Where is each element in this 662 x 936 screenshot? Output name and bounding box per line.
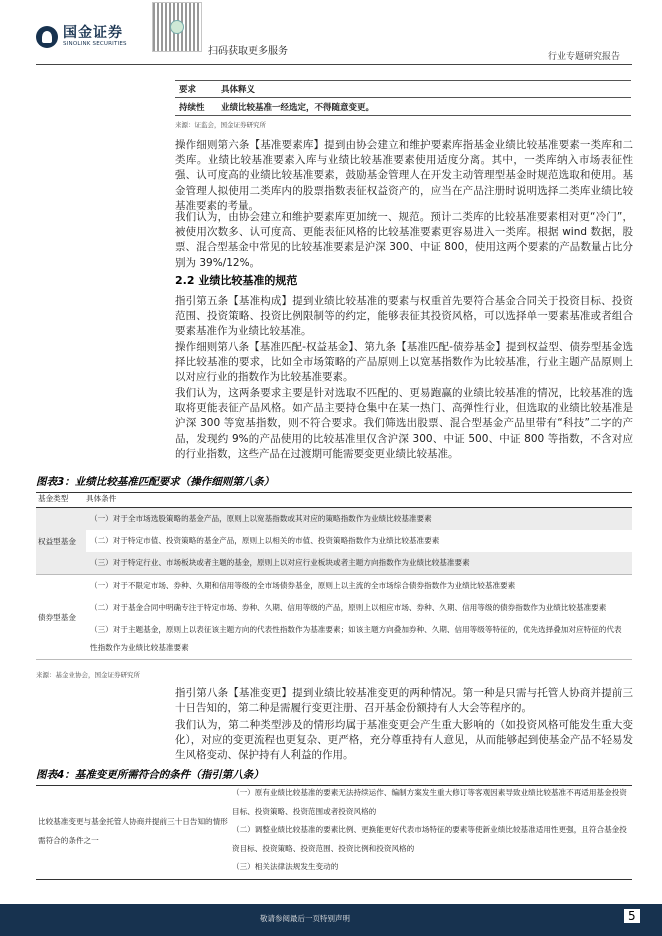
figure-4-table xyxy=(36,783,632,880)
qr-center-logo-icon xyxy=(170,20,184,34)
req-head-col1: 要求 xyxy=(179,85,197,95)
paragraph-1: 操作细则第六条【基准要素库】提到由协会建立和维护要素库指基金业绩比较基准要素一类库和二类库。业绩比较基准要素入库与业绩比较基准要素使用适度分离。其中，一类库纳入市场表征性强、认可度高的业绩比较基准要素，鼓励基金管理人在开发主动管理型基金时规范选取和使用。基金管理人拟使用二类库内的股票指数表征权益资产的，应当在产品注册时说明选择二类库业绩比较基准要素的考量。 xyxy=(175,139,633,212)
req-row-col1: 持续性 xyxy=(179,102,205,113)
paragraph-6: 指引第八条【基准变更】提到业绩比较基准变更的两种情况。第一种是只需与托管人协商并提前三十日告知的，第二种是需履行变更注册、召开基金份额持有人大会等程序的。 xyxy=(175,687,633,715)
paragraph-2: 我们认为，由协会建立和维护要素库更加统一、规范。预计二类库的比较基准要素相对更“冷门”，被使用次数多、认可度高、更能表征风格的比较基准要素更容易进入一类库。根据 wind 数据，股票、混合型基金中常见的比较基准要素是沪深 300、中证 800，使用这两个要素的产品数量占比分别为 39%/12%。 xyxy=(175,211,633,269)
logo-name-cn: 国金证券 xyxy=(63,25,123,41)
fig3-head-type: 基金类型 xyxy=(38,494,69,503)
page-number: 5 xyxy=(624,909,640,923)
fig3-group-equity xyxy=(36,508,632,575)
fig4-left-cell: 比较基准变更与基金托管人协商并提前三十日告知的情形需符合的条件之一 xyxy=(38,817,228,845)
table-row: （二）对于基金合同中明确专注于特定市场、券种、久期、信用等级的产品，原则上以相应市场、券种、久期、信用等级的债券指数作为业绩比较基准要素 xyxy=(90,603,607,612)
report-type: 行业专题研究报告 xyxy=(548,52,621,62)
logo-name-en: SINOLINK SECURITIES xyxy=(63,41,127,47)
paragraph-3: 指引第五条【基准构成】提到业绩比较基准的要素与权重首先要符合基金合同关于投资目标、投资范围、投资策略、投资比例限制等的约定，能够表征其投资风格，可以选择单一要素基准或者组合要素基准作为业绩比较基准。 xyxy=(175,295,633,338)
source-note-2: 来源：基金业协会，国金证券研究所 xyxy=(36,671,140,679)
section-title: 2.2 业绩比较基准的规范 xyxy=(175,274,298,287)
table-row: （三）相关法律法规发生变动的 xyxy=(232,862,339,871)
fig3-group-bond xyxy=(36,575,632,660)
footer-disclaimer: 敬请参阅最后一页特别声明 xyxy=(260,914,350,923)
paragraph-4: 操作细则第八条【基准匹配-权益基金】、第九条【基准匹配-债券基金】提到权益型、债券型基金选择比较基准的要求，比如全市场策略的产品原则上以宽基指数作为比较基准，行业主题产品原则上以对应行业的指数作为比较基准要素。 xyxy=(175,341,633,384)
source-note-1: 来源：证监会，国金证券研究所 xyxy=(175,121,266,129)
table-row: （二）对于特定市值、投资策略的基金产品，原则上以相关的市值、投资策略指数作为业绩比较基准要素 xyxy=(90,536,440,545)
table-row: （一）对于全市场选股策略的基金产品，原则上以宽基指数或其对应的策略指数作为业绩比较基准要素 xyxy=(86,508,632,530)
table-row: （一）对于不限定市场、券种、久期和信用等级的全市场债券基金，原则上以主流的全市场综合债券指数作为业绩比较基准要素 xyxy=(90,581,516,590)
req-head-col2: 具体释义 xyxy=(221,85,256,95)
table-row: （一）原有业绩比较基准的要素无法持续运作、编制方案发生重大修订等客观因素导致业绩比较基准不再适用基金投资目标、投资策略、投资范围或者投资风格的 xyxy=(232,788,627,816)
header-divider xyxy=(36,64,632,65)
fig3-head-cond: 具体条件 xyxy=(86,494,117,503)
figure-3-table xyxy=(36,490,632,660)
req-row-col2: 业绩比较基准一经选定，不得随意变更。 xyxy=(221,102,375,113)
fig3-header-row xyxy=(36,490,632,508)
scan-prompt: 扫码获取更多服务 xyxy=(208,46,288,57)
logo-icon xyxy=(36,26,58,48)
table-row: （三）对于主题基金，原则上以表征该主题方向的代表性指数作为基准要素；如该主题方向叠加券种、久期、信用等级等特征的，优先选择叠加对应特征的代表性指数作为业绩比较基准要素 xyxy=(90,625,622,652)
company-logo xyxy=(36,26,127,48)
table-row: （三）对于特定行业、市场板块或者主题的基金，原则上以对应行业板块或者主题方向指数作为业绩比较基准要素 xyxy=(86,552,632,574)
figure-3-title: 图表3：业绩比较基准匹配要求（操作细则第八条） xyxy=(36,474,632,493)
page-header xyxy=(0,0,662,70)
table-row: （二）调整业绩比较基准的要素比例、更换能更好代表市场特征的要素等使新业绩比较基准适用性更强，且符合基金投资目标、投资策略、投资范围、投资比例和投资风格的 xyxy=(232,825,627,853)
figure-4-title: 图表4：基准变更所需符合的条件（指引第八条） xyxy=(36,767,632,786)
requirement-table xyxy=(175,80,631,116)
fig3-group-type: 债券型基金 xyxy=(38,612,76,622)
fig3-group-type: 权益型基金 xyxy=(36,508,86,574)
paragraph-5: 我们认为，这两条要求主要是针对选取不匹配的、更易跑赢的业绩比较基准的情况，比较基准的选取将更能表征产品风格。如产品主要持仓集中在某一热门、高弹性行业，但选取的业绩比较基准是沪深 300 等宽基指数，则不符合要求。我们筛选出股票、混合型基金产品里带有“科技”二字的产品，发现约 9%的产品使用的比较基准里仅含沪深 300、中证 500、中证 800 等指数，不含对应的行业指数，这些产品在过渡期可能需要变更业绩比较基准。 xyxy=(175,387,633,460)
req-table-row xyxy=(175,98,631,116)
req-table-header xyxy=(175,80,631,98)
paragraph-7: 我们认为，第二种类型涉及的情形均属于基准变更会产生重大影响的（如投资风格可能发生重大变化），对应的变更流程也更复杂、更严格，充分尊重持有人意见，从而能够起到使基金产品不轻易发生风格变动、保护持有人利益的作用。 xyxy=(175,719,633,762)
